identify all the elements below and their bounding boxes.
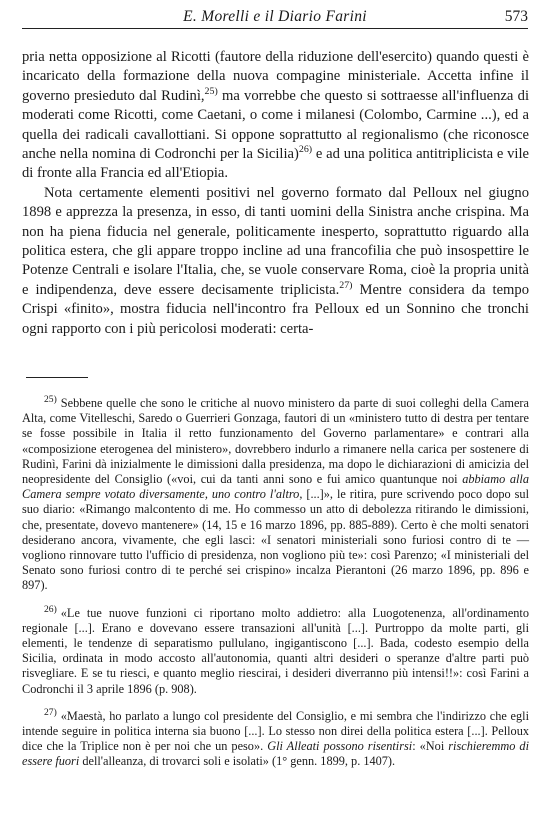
footnote-27-part-a: «Maestà, ho parlato a lungo col presidente del Consiglio, e mi sembra che l'indirizzo che egli intende seguire in politica interna sia buono [...]. Lo stesso non direi della politica estera [...]. Pelloux dice che la Triplice non è per noi che un peso». xyxy=(22,708,529,754)
page-number: 573 xyxy=(504,8,528,25)
footnote-25-italic: abbiamo alla Camera sempre votato diversamente, uno contro l'altro, xyxy=(22,472,529,502)
footnote-separator xyxy=(26,377,88,378)
paragraph-2 xyxy=(22,184,529,339)
footnote-ref-25: 25) xyxy=(204,85,218,97)
footnote-27-part-c: dell'alleanza, di trovarci soli e isolati» (1° genn. 1899, p. 1407). xyxy=(79,754,396,769)
footnote-25 xyxy=(22,393,529,594)
paragraph-2-part-b: Mentre considera da tempo Crispi «finito», mostra fiducia nell'incontro fra Pelloux ed un Sonnino che tronchi ogni rapporto con i più pericolosi moderati: certa- xyxy=(22,281,529,337)
footnote-27-italic-2: rischieremmo di essere fuori xyxy=(22,739,529,769)
paragraph-2-part-a: Nota certamente elementi positivi nel governo formato dal Pelloux nel giugno 1898 e apprezza la presenza, in esso, di tanti uomini della Sinistra anche crispina. Ma non ha piena fiducia nel generale, politicamente inesperto, soprattutto riguardo alla politica estera, che gli appare troppo incline ad una francofilia che può insospettire le Potenze Centrali e isolare l'Italia, che, se vuole conservare Roma, cioè la propria unità e indipendenza, deve essere decisamente triplicista. xyxy=(22,184,529,298)
footnotes xyxy=(22,393,529,776)
footnote-27-part-b: : «Noi xyxy=(412,739,449,754)
footnote-27-number: 27) xyxy=(44,706,57,718)
footnote-ref-27: 27) xyxy=(339,280,353,292)
page-header xyxy=(22,6,528,29)
paragraph-1-part-b: ma vorrebbe che questo si sottraesse all'influenza di moderati come Ricotti, come Caetani, o come i milanesi (Colombo, Carmine ...), ed a quella dei radicali cavallottiani. Si oppone soprattutto al regionalismo (che riconosce anche nella nomina di Codronchi per la Sicilia) xyxy=(22,87,529,163)
footnote-25-part-b: [...]», le ritira, pure scrivendo poco dopo sul suo diario: «Rimango malcontento di me. Ho commesso un atto di debolezza ritirando le dimissioni, che, presentate, dovevo mantenere» (14, 15 e 16 marzo 1896, pp. 885-889). Certo è che molti senatori desiderano ancora, vivamente, che egli lasci: «I senatori ministeriali sono furiosi contro di te — vogliono rinnovare tutto l'ufficio di presidenza, non vogliono più te»: così Parenzo; «I ministeriali del Senato sono furiosi contro di te perché sei crispino» incalza Pierantoni (26 marzo 1896, pp. 896 e 897). xyxy=(22,487,529,593)
running-title: E. Morelli e il Diario Farini xyxy=(183,8,367,25)
paragraph-1 xyxy=(22,48,529,184)
footnote-25-part-a: Sebbene quelle che sono le critiche al nuovo ministero da parte di suoi colleghi della Camera Alta, come Vitelleschi, Saredo o Guerrieri Gonzaga, fautori di un «ministero tutto di destra per tentare se fosse possibile in Italia il retto funzionamento del Governo parlamentare» e contrari alla «composizione eterogenea del ministero», dovrebbero indurlo a rimanere nella carica per sostenere di Rudinì, Farini dà inizialmente le dimissioni dalla presidenza, ma dopo le dichiarazioni di amicizia del neopresidente del Consiglio («voi, cui da tanti anni sono e fui amico quantunque noi xyxy=(22,396,529,487)
footnote-25-number: 25) xyxy=(44,393,57,405)
footnote-27-italic-1: Gli Alleati possono risentirsi xyxy=(267,739,413,754)
footnote-ref-26: 26) xyxy=(298,144,313,156)
footnote-26 xyxy=(22,603,529,697)
footnote-26-text: «Le tue nuove funzioni ci riportano molto addietro: alla Luogotenenza, all'ordinamento regionale [...]. Erano e dovevano essere transazioni all'unità [...]. Purtroppo da molte parti, gli elementi, le tendenze di separatismo pullulano, ingigantiscono [...]. Bada, codesto esempio della Sicilia, ordinata in modo accosto all'autonomia, quanti altri desideri o speranze d'altre parti può risvegliare. E se tu riesci, e quanto meglio riescirai, i desideri diverranno più intensi!!»: così Farini a Codronchi il 3 aprile 1896 (p. 908). xyxy=(22,605,529,696)
paragraph-1-part-a: pria netta opposizione al Ricotti (fautore della riduzione dell'esercito) quando questi è incaricato della formazione della nuova compagine ministeriale. Accetta infine il governo presieduto dal Rudinì, xyxy=(22,49,529,104)
footnote-26-number: 26) xyxy=(44,603,57,615)
paragraph-1-part-c: e ad una politica antitriplicista e vile di fronte alla Francia ed all'Etiopia. xyxy=(22,146,529,182)
main-text xyxy=(22,48,529,339)
footnote-27 xyxy=(22,706,529,770)
